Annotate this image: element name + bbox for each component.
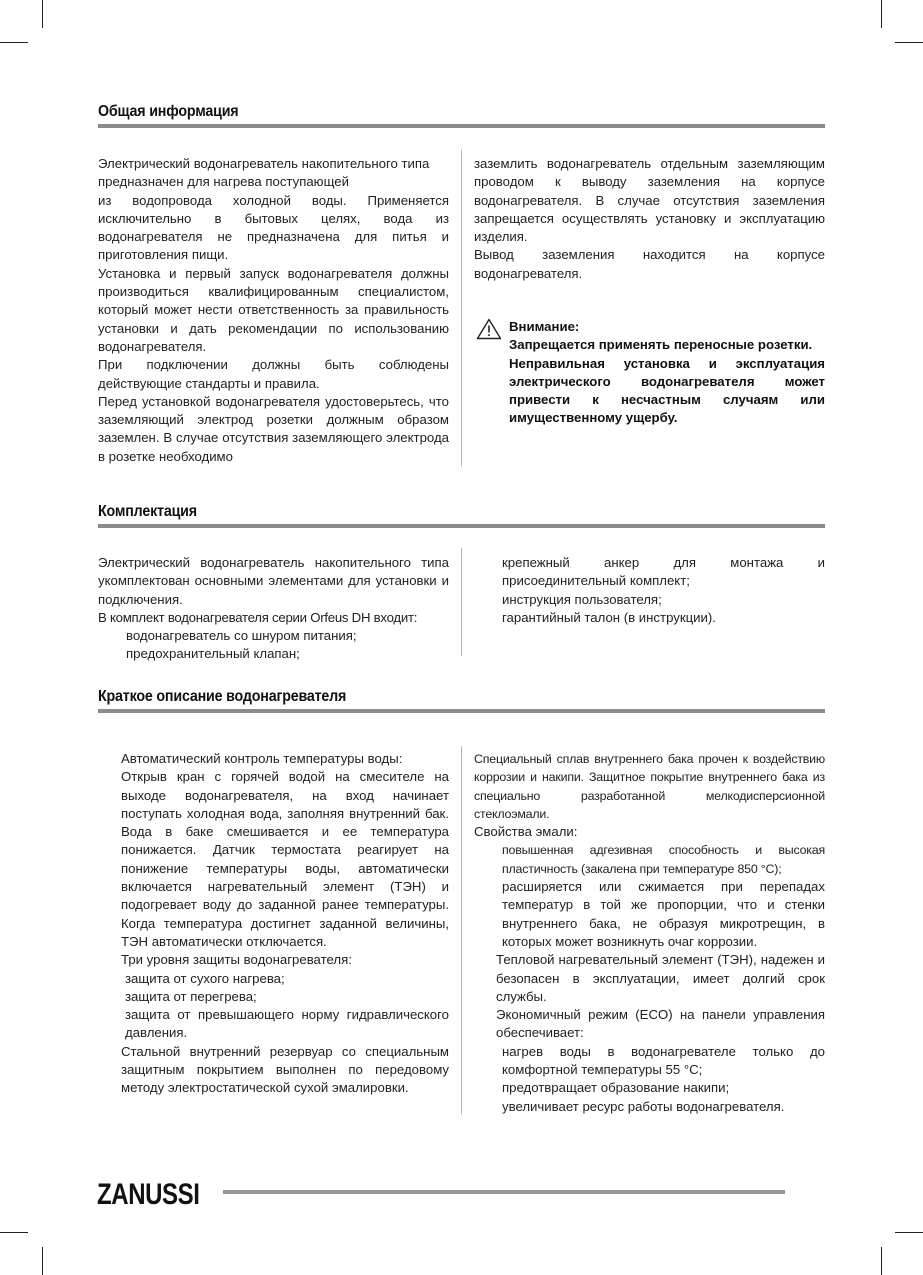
crop-mark — [0, 42, 28, 43]
warning-triangle-icon — [476, 318, 502, 340]
crop-mark — [42, 0, 43, 28]
paragraph: Вывод заземления находится на корпусе водонагревателя. — [474, 247, 825, 281]
paragraph: Специальный сплав внутреннего бака прочен к воздействию коррозии и накипи. Защитное покрытие внутреннего бака из специально разработанной мелкодисперсионной стеклоэмали. — [474, 752, 825, 821]
list-item: крепежный анкер для монтажа и присоединительный комплект; — [502, 555, 825, 589]
section-divider — [98, 124, 825, 128]
description-left-column — [121, 750, 449, 1098]
paragraph: Тепловой нагревательный элемент (ТЭН), надежен и безопасен в эксплуатации, имеет долгий срок службы. — [496, 952, 825, 1004]
warning-text — [509, 318, 825, 428]
paragraph: из водопровода холодной воды. Применяется исключительно в бытовых целях, вода из водонагревателя не предназначена для питья и приготовления пищи. — [98, 192, 449, 263]
paragraph: В комплект водонагревателя серии Orfeus DH входит: — [98, 609, 418, 625]
column-divider — [461, 746, 462, 1114]
column-divider — [461, 548, 462, 656]
list-item: повышенная адгезивная способность и высокая пластичность (закалена при температуре 850 °С); — [502, 843, 825, 876]
paragraph: Экономичный режим (ECO) на панели управления обеспечивает: — [496, 1007, 825, 1041]
section-title-description: Краткое описание водонагревателя — [98, 688, 347, 705]
kit-right-column — [502, 554, 825, 627]
paragraph: При подключении должны быть соблюдены действующие стандарты и правила. — [98, 357, 449, 391]
section-title-general: Общая информация — [98, 103, 239, 120]
section-divider — [98, 709, 825, 713]
section-title-kit: Комплектация — [98, 503, 197, 520]
list-item: защита от превышающего норму гидравлического давления. — [125, 1007, 449, 1041]
general-left-column — [98, 155, 449, 466]
paragraph: Электрический водонагреватель накопительного типа укомплектован основными элементами для установки и подключения. — [98, 555, 449, 607]
list-item: нагрев воды в водонагревателе только до комфортной температуры 55 °С; — [502, 1043, 825, 1078]
list-item: защита от перегрева; — [125, 988, 257, 1004]
paragraph: заземлить водонагреватель отдельным заземляющим проводом к выводу заземления на корпусе водонагревателя. В случае отсутствия заземления запрещается осуществлять установку и эксплуатацию изделия. — [474, 156, 825, 245]
list-item: защита от сухого нагрева; — [125, 970, 285, 986]
warning-line: Запрещается применять переносные розетки. — [509, 337, 813, 353]
paragraph: Свойства эмали: — [474, 824, 578, 840]
list-item: инструкция пользователя; — [502, 591, 662, 607]
paragraph: Три уровня защиты водонагревателя: — [121, 952, 352, 968]
list-item: предохранительный клапан; — [126, 646, 300, 662]
column-divider — [461, 150, 462, 466]
crop-mark — [881, 1247, 882, 1275]
crop-mark — [895, 42, 923, 43]
list-item: увеличивает ресурс работы водонагревателя. — [502, 1098, 785, 1114]
crop-mark — [42, 1247, 43, 1275]
paragraph: Автоматический контроль температуры воды: — [121, 751, 403, 766]
paragraph: Электрический водонагреватель накопительного типа предназначен для нагрева поступающей — [98, 156, 430, 190]
crop-mark — [881, 0, 882, 28]
paragraph: Стальной внутренний резервуар со специальным защитным покрытием выполнен по передовому методу электростатической сухой эмалировки. — [121, 1043, 449, 1096]
warning-heading: Внимание: — [509, 319, 580, 334]
footer-divider — [223, 1190, 785, 1194]
brand-logo: ZANUSSI — [97, 1178, 200, 1211]
section-divider — [98, 524, 825, 528]
crop-mark — [0, 1232, 28, 1233]
crop-mark — [895, 1232, 923, 1233]
paragraph: Перед установкой водонагревателя удостоверьтесь, что заземляющий электрод розетки должным образом заземлен. В случае отсутствия заземляющего электрода в розетке необходимо — [98, 393, 449, 464]
list-item: расширяется или сжимается при перепадах температур в той же пропорции, что и стенки внутреннего бака, не образуя микротрещин, в которых может возникнуть очаг коррозии. — [502, 879, 825, 949]
list-item: водонагреватель со шнуром питания; — [126, 628, 357, 644]
paragraph: Открыв кран с горячей водой на смесителе на выходе водонагревателя, на вход начинает поступать холодная вода, заполняя внутренний бак. Вода в баке смешивается и ее температура понижается. Датчик термостата реагирует на понижение температуры воды, автоматически включается нагревательный элемент (ТЭН) и подогревает воду до заданной ранее температуры. Когда температура достигнет заданной величины, ТЭН автоматически отключается. — [121, 769, 449, 949]
general-right-column — [474, 155, 825, 283]
list-item: предотвращает образование накипи; — [502, 1080, 730, 1096]
kit-left-column — [98, 554, 449, 664]
description-right-column — [474, 750, 825, 1116]
warning-line: Неправильная установка и эксплуатация электрического водонагревателя может привести к несчастным случаям или имущественному ущербу. — [509, 355, 825, 426]
list-item: гарантийный талон (в инструкции). — [502, 609, 716, 625]
paragraph: Установка и первый запуск водонагревателя должны производиться квалифицированным специалистом, который может нести ответственность за правильность установки и дать рекомендации по использованию водонагревателя. — [98, 265, 449, 354]
